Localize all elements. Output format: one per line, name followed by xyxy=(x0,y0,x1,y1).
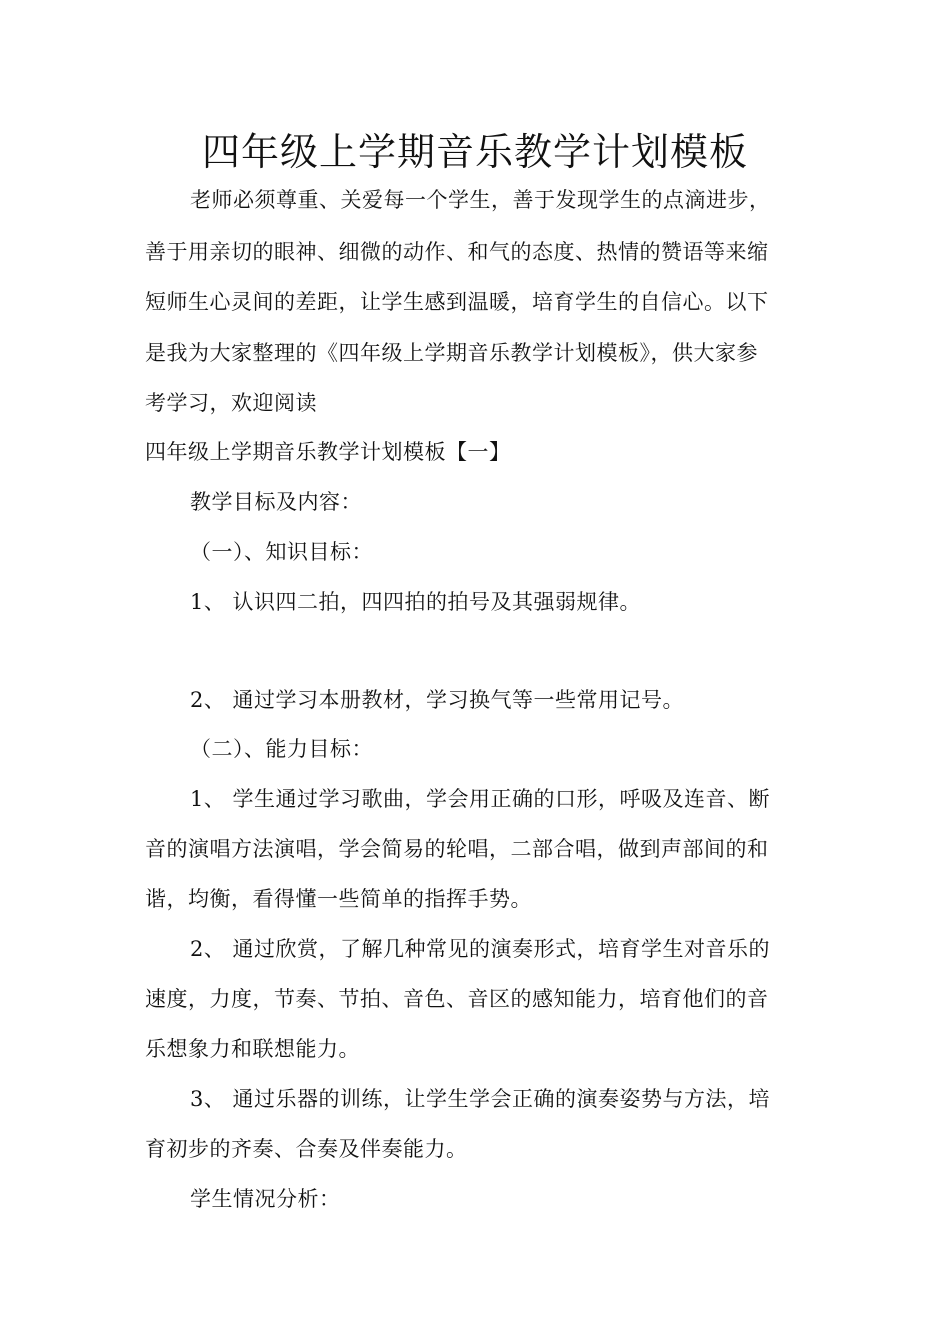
intro-line-2: 善于用亲切的眼神、细微的动作、和气的态度、热情的赞语等来缩 xyxy=(145,240,769,264)
ability-item-3-line-2: 育初步的齐奏、合奏及伴奏能力。 xyxy=(145,1137,468,1161)
ability-item-2-line-1: 2、 通过欣赏，了解几种常见的演奏形式，培育学生对音乐的 xyxy=(190,937,771,961)
ability-item-3-line-1: 3、 通过乐器的训练，让学生学会正确的演奏姿势与方法，培 xyxy=(190,1087,771,1111)
knowledge-heading: （一）、知识目标： xyxy=(190,540,373,564)
document-title: 四年级上学期音乐教学计划模板 xyxy=(201,130,748,174)
ability-item-1-line-1: 1、 学生通过学习歌曲，学会用正确的口形，呼吸及连音、断 xyxy=(190,787,771,811)
intro-line-1: 老师必须尊重、关爱每一个学生，善于发现学生的点滴进步， xyxy=(190,188,771,212)
ability-heading: （二）、能力目标： xyxy=(190,737,373,761)
ability-item-2-line-3: 乐想象力和联想能力。 xyxy=(145,1037,360,1061)
knowledge-item-1: 1、 认识四二拍，四四拍的拍号及其强弱规律。 xyxy=(190,590,642,614)
goals-heading: 教学目标及内容： xyxy=(190,490,362,514)
students-heading: 学生情况分析： xyxy=(190,1187,341,1211)
ability-item-2-line-2: 速度，力度，节奏、节拍、音色、音区的感知能力，培育他们的音 xyxy=(145,987,769,1011)
section-heading: 四年级上学期音乐教学计划模板【一】 xyxy=(145,440,511,464)
ability-item-1-line-3: 谐，均衡，看得懂一些简单的指挥手势。 xyxy=(145,887,532,911)
ability-item-1-line-2: 音的演唱方法演唱，学会简易的轮唱，二部合唱，做到声部间的和 xyxy=(145,837,769,861)
intro-line-5: 考学习，欢迎阅读 xyxy=(145,391,317,415)
intro-line-4: 是我为大家整理的《四年级上学期音乐教学计划模板》，供大家参 xyxy=(145,341,758,365)
knowledge-item-2: 2、 通过学习本册教材，学习换气等一些常用记号。 xyxy=(190,688,685,712)
intro-line-3: 短师生心灵间的差距，让学生感到温暖，培育学生的自信心。以下 xyxy=(145,290,769,314)
